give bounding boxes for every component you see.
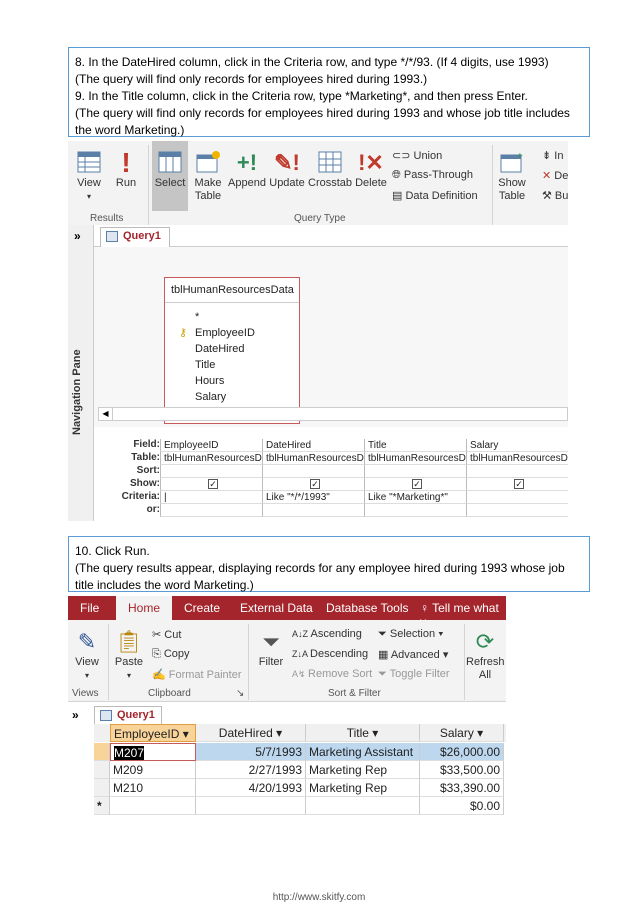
table-row[interactable] [94,779,506,797]
document-tab-bar [94,225,568,247]
instruction-line: 9. In the Title column, click in the Criteria row, type *Marketing*, and then press Enter. [75,89,528,103]
or-cell[interactable] [466,504,568,517]
sort-cell[interactable] [466,465,568,478]
datasheet-view-icon [74,147,104,177]
funnel-icon: ⏷ [262,628,280,654]
table-pane [94,247,568,427]
clipboard-icon: 📋︎ [115,628,143,654]
run-label: Run [115,177,137,189]
selection-filter-icon: ⏷ [378,628,390,640]
append-icon: +! [236,149,258,175]
union-icon: ⊂⊃ [392,150,414,162]
row-label: or: [146,504,160,515]
data-cell[interactable]: M210 [110,779,196,797]
group-label-views: Views [72,688,99,699]
group-label-query-type: Query Type [294,213,346,224]
query-design-window [68,225,568,521]
chevron-down-icon: ▾ [86,192,91,201]
home-ribbon [68,620,506,702]
show-table-label: Show Table [498,177,526,202]
remove-sort-button[interactable]: A↯ Remove Sort [292,668,373,680]
record-selector[interactable] [94,761,110,779]
row-label: Field: [133,439,160,450]
sort-descending-icon: Z↓A [292,649,311,659]
insert-rows-button[interactable]: ⇟ In [542,150,564,162]
data-cell[interactable]: $33,500.00 [420,761,504,779]
show-checkbox[interactable]: ✓ [515,479,523,489]
column-header[interactable]: Title ▾ [306,724,420,742]
cut-button[interactable]: ✂ Cut [152,629,182,641]
remove-sort-icon: A↯ [292,669,309,679]
view-button[interactable] [74,147,104,203]
column-header[interactable]: Salary ▾ [420,724,504,742]
table-row[interactable] [94,743,506,761]
table-row[interactable] [94,761,506,779]
criteria-cell[interactable]: Like "*Marketing*" [364,491,466,504]
column-header[interactable]: DateHired ▾ [196,724,306,742]
append-label: Append [228,177,266,189]
format-painter-button[interactable]: ✍ Format Painter [152,669,242,681]
row-label: Show: [130,478,160,489]
row-label: Table: [131,452,160,463]
update-icon: ✎! [274,149,300,175]
field-list [165,303,299,421]
builder-button[interactable]: ⚒ Bu [542,190,569,202]
svg-text:+: + [517,151,523,162]
data-cell[interactable]: Marketing Assistant [306,743,420,761]
table-cell[interactable]: tblHumanResourcesD [364,452,466,465]
view-label: View [77,177,101,189]
sort-cell[interactable] [364,465,466,478]
toggle-filter-icon: ⏷ [378,668,390,680]
group-label-sort-filter: Sort & Filter [328,688,381,699]
field-item[interactable]: Hours [195,375,225,387]
query-icon [106,231,118,242]
or-cell[interactable] [262,504,364,517]
crosstab-icon [308,147,352,177]
criteria-cell[interactable]: Like "*/*/1993" [262,491,364,504]
toggle-filter-button[interactable]: ⏷ Toggle Filter [378,668,450,680]
ascending-button[interactable]: A↓Z Ascending [292,628,362,640]
lightbulb-icon: ♀ [420,601,433,615]
select-query-icon [152,147,188,177]
horizontal-scrollbar[interactable] [98,407,568,421]
show-cell[interactable] [160,478,262,491]
crosstab-button[interactable] [308,147,352,190]
data-cell[interactable]: 2/27/1993 [196,761,306,779]
data-cell[interactable]: $26,000.00 [420,743,504,761]
results-window [68,702,506,822]
show-cell[interactable] [466,478,568,491]
data-definition-button[interactable]: ▤ Data Definition [392,190,478,202]
data-cell[interactable]: $33,390.00 [420,779,504,797]
instruction-line: the word Marketing.) [75,123,185,137]
descending-button[interactable]: Z↓A Descending [292,648,369,660]
instruction-box-2 [68,536,590,592]
query-icon [100,710,112,721]
scroll-left-icon[interactable]: ◀ [99,408,113,420]
instruction-line: (The query results appear, displaying records for any employee hired during 1993 whose job [75,561,565,575]
field-item[interactable]: Title [195,359,216,371]
field-item[interactable]: DateHired [195,343,245,355]
filter-button[interactable] [254,626,288,669]
builder-icon: ⚒ [542,190,555,202]
run-button[interactable] [112,147,140,190]
show-cell[interactable] [262,478,364,491]
advanced-filter-icon: ▦ [378,649,391,661]
table-cell[interactable]: tblHumanResourcesD [466,452,568,465]
field-item[interactable]: * [195,311,200,323]
key-icon: ⚷ [179,327,188,339]
run-icon: ! [121,146,131,178]
chevron-right-icon[interactable]: » [74,229,81,243]
data-cell[interactable]: M209 [110,761,196,779]
field-item[interactable]: Salary [195,391,227,403]
delete-query-icon: !✕ [358,149,384,175]
data-cell[interactable]: M207 [110,743,196,761]
delete-rows-icon: ✕ [542,170,555,182]
navigation-pane[interactable] [68,225,94,521]
table-cell[interactable]: tblHumanResourcesD [262,452,364,465]
make-table-label: Make Table [194,177,222,202]
header-row [94,724,506,742]
data-cell[interactable]: Marketing Rep [306,761,420,779]
refresh-all-button[interactable] [466,626,504,682]
pass-through-button[interactable]: 🌐︎ Pass-Through [392,169,473,181]
design-view-icon: ✎ [77,628,97,654]
footer-url: http://www.skitfy.com [272,892,366,903]
sort-ascending-icon: A↓Z [292,629,311,639]
crosstab-label: Crosstab [308,177,353,189]
insert-rows-icon: ⇟ [542,150,555,162]
tell-me-search[interactable]: ♀ Tell me what [420,601,499,615]
table-field-list[interactable] [164,277,300,424]
chevron-right-icon[interactable]: » [72,708,79,722]
select-button[interactable] [152,141,188,211]
row-label: Sort: [136,465,160,476]
tab-database-tools[interactable]: Database Tools [326,601,409,615]
globe-icon: 🌐︎ [392,169,404,181]
group-label-clipboard: Clipboard [148,688,191,699]
field-item[interactable]: ⚷ EmployeeID [179,327,255,339]
dialog-launcher-icon[interactable]: ↘ [236,688,245,699]
instruction-line: 8. In the DateHired column, click in the Criteria row, and type */*/93. (If 4 digits, use 1993) [75,55,549,69]
new-record-row[interactable] [94,797,506,815]
tab-query1[interactable]: Query1 [100,227,170,247]
show-table-icon [496,147,528,177]
field-cell[interactable]: Salary [466,439,568,452]
copy-icon: ⎘ [152,648,164,660]
table-name: tblHumanResourcesData [165,278,299,303]
make-table-icon [192,147,224,177]
delete-label: Delete [355,177,387,189]
table-cell[interactable]: tblHumanResourcesD [160,452,262,465]
data-cell[interactable] [306,797,420,815]
tab-query1[interactable]: Query1 [94,706,162,724]
data-cell[interactable]: Marketing Rep [306,779,420,797]
or-cell[interactable] [364,504,466,517]
chevron-down-icon: ▾ [126,671,131,680]
instruction-box-1 [68,47,590,137]
update-label: Update [269,177,305,189]
data-cell[interactable]: 4/20/1993 [196,779,306,797]
scissors-icon: ✂ [152,629,165,641]
paste-label: Paste [114,656,144,668]
instruction-line: (The query will find only records for employees hired during 1993.) [75,72,428,86]
refresh-label: Refresh All [466,656,505,681]
paintbrush-icon: ✍ [152,669,169,681]
view-label: View [75,656,99,668]
navigation-pane-label: Navigation Pane [71,349,83,435]
new-record-icon[interactable]: * [94,797,110,815]
ribbon-tab-bar [68,596,506,620]
show-checkbox[interactable]: ✓ [209,479,217,489]
data-cell[interactable]: $0.00 [420,797,504,815]
data-cell[interactable] [110,797,196,815]
criteria-cell[interactable] [466,491,568,504]
field-cell[interactable]: EmployeeID [160,439,262,452]
delete-button[interactable] [354,147,388,190]
row-label: Criteria: [121,491,160,502]
tab-home[interactable]: Home [116,596,172,620]
record-selector[interactable] [94,743,110,761]
make-table-button[interactable] [192,147,224,203]
tab-external-data[interactable]: External Data [240,601,313,615]
chevron-down-icon: ▾ [84,671,89,680]
instruction-line: 10. Click Run. [75,544,150,558]
show-cell[interactable] [364,478,466,491]
delete-rows-button[interactable]: ✕ De [542,170,569,182]
data-cell[interactable]: 5/7/1993 [196,743,306,761]
sort-cell[interactable] [262,465,364,478]
view-button[interactable] [72,626,102,682]
field-cell[interactable]: DateHired [262,439,364,452]
text-cursor: | [164,492,167,503]
tab-file[interactable]: File [80,601,100,615]
selection-button[interactable]: ⏷ Selection ▾ [378,628,444,640]
update-button[interactable] [268,147,306,190]
select-label: Select [154,177,186,189]
tab-create[interactable]: Create [184,601,221,615]
append-button[interactable] [228,147,266,190]
record-selector[interactable] [94,779,110,797]
instruction-line: title includes the word Marketing.) [75,578,254,592]
paste-button[interactable] [114,626,144,682]
query-design-ribbon [68,141,568,229]
filter-label: Filter [258,656,284,668]
field-cell[interactable]: Title [364,439,466,452]
or-cell[interactable] [160,504,262,517]
data-definition-icon: ▤ [392,190,406,202]
copy-button[interactable]: ⎘ Copy [152,648,190,660]
group-label-results: Results [90,213,124,224]
refresh-icon: ⟳ [475,628,495,654]
show-checkbox[interactable]: ✓ [311,479,319,489]
show-checkbox[interactable]: ✓ [413,479,421,489]
instruction-line: (The query will find only records for employees hired during 1993 and whose job title includes [75,106,570,120]
design-grid [94,433,568,521]
column-header[interactable]: EmployeeID ▾ [110,724,196,742]
sort-cell[interactable] [160,465,262,478]
show-table-button[interactable] [496,147,528,203]
advanced-button[interactable]: ▦ Advanced ▾ [378,649,449,661]
criteria-cell[interactable] [160,491,262,504]
data-cell[interactable] [196,797,306,815]
union-button[interactable]: ⊂⊃ Union [392,150,443,162]
